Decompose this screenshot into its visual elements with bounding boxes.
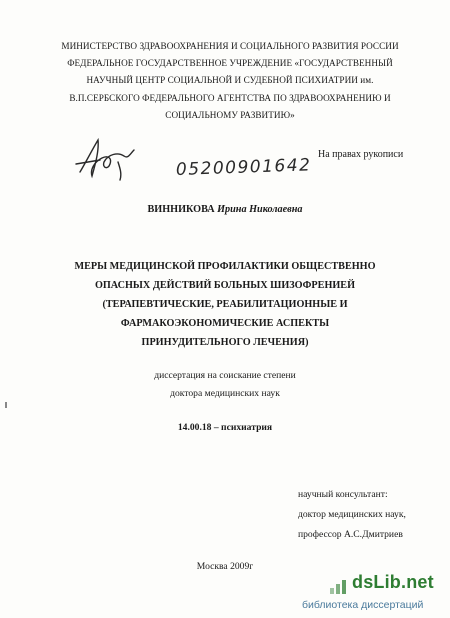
consultant-line: научный консультант:: [298, 489, 388, 500]
author-surname: ВИННИКОВА: [147, 204, 215, 215]
specialty-code: 14.00.18 – психиатрия: [177, 422, 273, 433]
author-name: [0, 204, 450, 215]
header-line: МИНИСТЕРСТВО ЗДРАВООХРАНЕНИЯ И СОЦИАЛЬНОГО РАЗВИТИЯ РОССИИ: [61, 41, 399, 51]
consultant-line: доктор медицинских наук,: [298, 509, 406, 520]
title-line: ОПАСНЫХ ДЕЙСТВИЙ БОЛЬНЫХ ШИЗОФРЕНИЕЙ: [94, 280, 356, 291]
margin-mark: [5, 402, 7, 408]
header-line: СОЦИАЛЬНОМУ РАЗВИТИЮ»: [165, 109, 295, 120]
degree-line: диссертация на соискание степени: [154, 370, 296, 381]
consultant-line: профессор А.С.Дмитриев: [298, 529, 403, 540]
header-line: НАУЧНЫЙ ЦЕНТР СОЦИАЛЬНОЙ И СУДЕБНОЙ ПСИХИАТРИИ им.: [86, 75, 374, 86]
header-line: В.П.СЕРБСКОГО ФЕДЕРАЛЬНОГО АГЕНТСТВА ПО ЗДРАВООХРАНЕНИЮ И: [69, 92, 391, 103]
author-given-names: Ирина Николаевна: [217, 204, 303, 215]
city-year: Москва 2009г: [196, 561, 254, 572]
dslib-logo-icon: [330, 578, 352, 594]
manuscript-rights-note: На правах рукописи: [318, 149, 404, 160]
watermark-subtitle: библиотека диссертаций: [302, 599, 424, 611]
degree-statement: [0, 367, 450, 403]
handwritten-signature: [72, 132, 142, 184]
title-line: ПРИНУДИТЕЛЬНОГО ЛЕЧЕНИЯ): [141, 337, 309, 348]
handwritten-registration-number: 05200901642: [175, 155, 312, 180]
header-line: ФЕДЕРАЛЬНОЕ ГОСУДАРСТВЕННОЕ УЧРЕЖДЕНИЕ «ГОСУДАРСТВЕННЫЙ: [67, 58, 393, 69]
watermark-logo-text: dsLib.net: [352, 572, 434, 592]
dissertation-title: [60, 257, 390, 352]
scientific-consultant: [298, 485, 406, 545]
institution-header: [40, 38, 420, 124]
title-line: ФАРМАКОЭКОНОМИЧЕСКИЕ АСПЕКТЫ: [120, 318, 330, 329]
title-line: (ТЕРАПЕВТИЧЕСКИЕ, РЕАБИЛИТАЦИОННЫЕ И: [102, 299, 348, 310]
degree-line: доктора медицинских наук: [170, 388, 280, 399]
title-line: МЕРЫ МЕДИЦИНСКОЙ ПРОФИЛАКТИКИ ОБЩЕСТВЕННО: [74, 261, 376, 272]
dslib-watermark: [302, 572, 448, 616]
